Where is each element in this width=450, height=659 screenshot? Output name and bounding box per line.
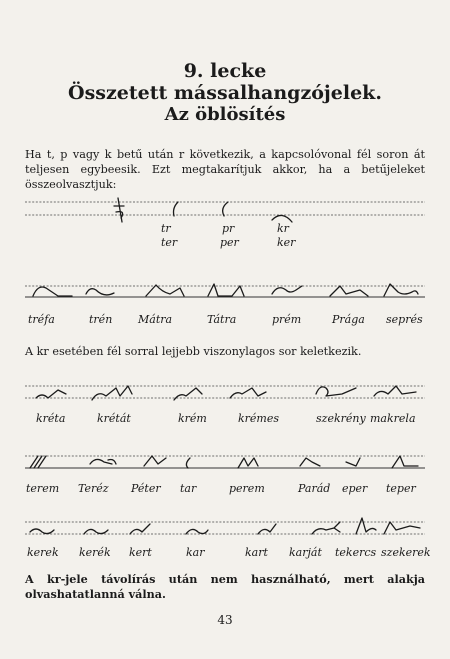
kr-rule-paragraph: A kr esetében fél sorral lejjebb viszonylagos sor keletkezik. bbox=[25, 345, 362, 358]
word-peter: Péter bbox=[131, 482, 161, 495]
word-kretat: krétát bbox=[97, 412, 131, 425]
word-kerek: kerek bbox=[27, 546, 59, 559]
word-terez: Teréz bbox=[78, 482, 109, 495]
label-tr: tr bbox=[161, 222, 171, 235]
word-praga: Prága bbox=[332, 313, 365, 326]
word-kerek2: kerék bbox=[79, 546, 111, 559]
intro-paragraph: Ha t, p vagy k betű után r következik, a kapcsolóvonal fél soron át teljesen egybeesik. Ezt megtakarítjuk akkor, ha a betűjeleket összeolvasztjuk: bbox=[25, 148, 425, 191]
word-sepres: seprés bbox=[386, 313, 423, 326]
shorthand-pr bbox=[174, 202, 179, 216]
word-matra: Mátra bbox=[138, 313, 173, 326]
shorthand-kr bbox=[223, 202, 228, 216]
shorthand-row-4 bbox=[0, 448, 450, 498]
word-trefa: tréfa bbox=[28, 313, 55, 326]
shorthand-row-1 bbox=[0, 192, 450, 252]
word-tren: trén bbox=[89, 313, 113, 326]
shorthand-row-2 bbox=[0, 278, 450, 333]
lesson-subtitle: Az öblösítés bbox=[164, 104, 286, 125]
word-kreta: kréta bbox=[36, 412, 66, 425]
word-makrela: makrela bbox=[370, 412, 416, 425]
word-krem: krém bbox=[178, 412, 207, 425]
label-per: per bbox=[220, 236, 239, 249]
label-ter: ter bbox=[161, 236, 178, 249]
word-prem: prém bbox=[272, 313, 302, 326]
word-kert: kert bbox=[129, 546, 152, 559]
word-szekerek: szekerek bbox=[381, 546, 431, 559]
label-kr: kr bbox=[277, 222, 289, 235]
word-tekercs: tekercs bbox=[335, 546, 377, 559]
kr-note-paragraph: A kr-jele távolírás után nem használható, mert alakja olvashatatlanná válna. bbox=[25, 572, 425, 601]
lesson-title: Összetett mássalhangzójelek. bbox=[68, 82, 382, 104]
word-kar: kar bbox=[186, 546, 205, 559]
word-szekreny: szekrény bbox=[316, 412, 366, 425]
word-tar: tar bbox=[180, 482, 197, 495]
word-parad: Parád bbox=[298, 482, 331, 495]
word-kart: kart bbox=[245, 546, 268, 559]
lesson-number: 9. lecke bbox=[183, 60, 267, 82]
word-terem: terem bbox=[26, 482, 60, 495]
label-pr: pr bbox=[222, 222, 235, 235]
word-teper: teper bbox=[386, 482, 416, 495]
word-perem: perem bbox=[229, 482, 265, 495]
word-kremes: krémes bbox=[238, 412, 280, 425]
shorthand-row-3 bbox=[0, 378, 450, 428]
word-tatra: Tátra bbox=[207, 313, 237, 326]
page-number: 43 bbox=[217, 613, 233, 627]
word-eper: eper bbox=[342, 482, 368, 495]
label-ker: ker bbox=[277, 236, 296, 249]
shorthand-row-5 bbox=[0, 512, 450, 562]
word-karjat: karját bbox=[289, 546, 322, 559]
